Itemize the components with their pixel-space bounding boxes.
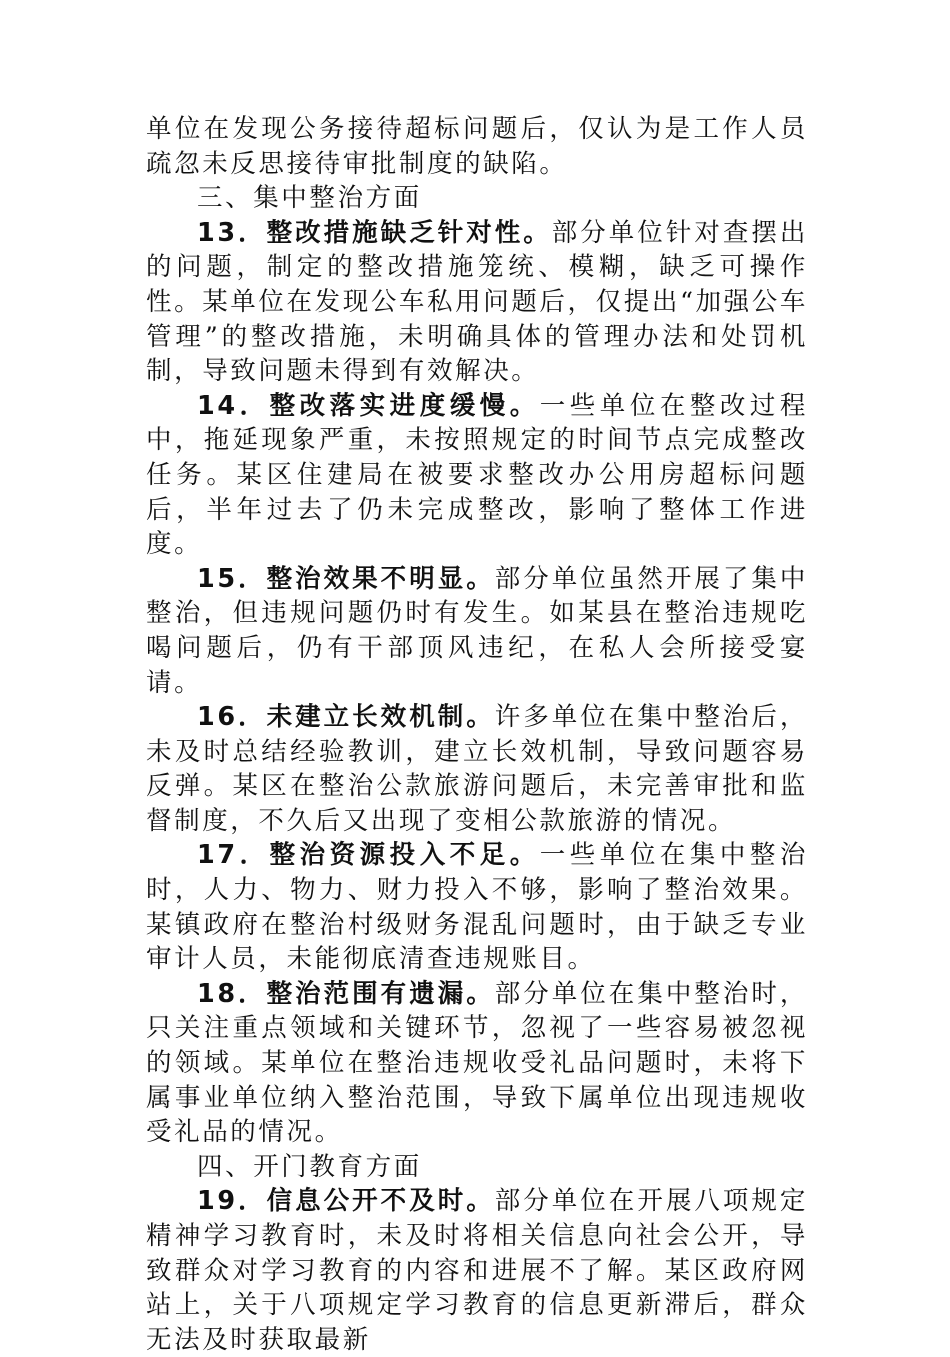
item-14-title: 14．整改落实进度缓慢。 <box>197 390 540 421</box>
item-13 <box>146 216 808 389</box>
item-19-title: 19．信息公开不及时。 <box>197 1186 495 1217</box>
item-14 <box>146 389 808 562</box>
section-heading-4: 四、开门教育方面 <box>197 1151 422 1182</box>
item-13-title: 13．整改措施缺乏针对性。 <box>197 217 552 248</box>
document-page <box>146 112 808 1357</box>
item-13-body: 部分单位针对查摆出的问题，制定的整改措施笼统、模糊，缺乏可操作性。某单位在发现公车私用问题后，仅提出“加强公车管理”的整改措施，未明确具体的管理办法和处罚机制，导致问题未得到有效解决。 <box>146 217 808 387</box>
item-19-body: 部分单位在开展八项规定精神学习教育时，未及时将相关信息向社会公开，导致群众对学习教育的内容和进展不了解。某区政府网站上，关于八项规定学习教育的信息更新滞后，群众无法及时获取最新 <box>146 1186 808 1355</box>
item-15-body: 部分单位虽然开展了集中整治，但违规问题仍时有发生。如某县在整治违规吃喝问题后，仍有干部顶风违纪，在私人会所接受宴请。 <box>146 563 808 698</box>
item-14-body: 一些单位在整改过程中，拖延现象严重，未按照规定的时间节点完成整改任务。某区住建局在被要求整改办公用房超标问题后，半年过去了仍未完成整改，影响了整体工作进度。 <box>146 390 808 560</box>
item-17-body: 一些单位在集中整治时，人力、物力、财力投入不够，影响了整治效果。某镇政府在整治村级财务混乱问题时，由于缺乏专业审计人员，未能彻底清查违规账目。 <box>146 840 808 975</box>
item-16 <box>146 700 808 838</box>
item-16-title: 16．未建立长效机制。 <box>197 702 495 733</box>
item-19 <box>146 1184 808 1357</box>
item-18 <box>146 977 808 1150</box>
item-18-body: 部分单位在集中整治时，只关注重点领域和关键环节，忽视了一些容易被忽视的领域。某单位在整治违规收受礼品问题时，未将下属事业单位纳入整治范围，导致下属单位出现违规收受礼品的情况。 <box>146 978 808 1148</box>
item-15-title: 15．整治效果不明显。 <box>197 563 495 594</box>
item-18-title: 18．整治范围有遗漏。 <box>197 978 495 1009</box>
item-17-title: 17．整治资源投入不足。 <box>197 840 540 871</box>
item-17 <box>146 838 808 976</box>
item-16-body: 许多单位在集中整治后，未及时总结经验教训，建立长效机制，导致问题容易反弹。某区在整治公款旅游问题后，未完善审批和监督制度，不久后又出现了变相公款旅游的情况。 <box>146 702 808 836</box>
continuation-paragraph: 单位在发现公务接待超标问题后，仅认为是工作人员疏忽未反思接待审批制度的缺陷。 <box>146 114 808 179</box>
item-15 <box>146 562 808 700</box>
section-heading-3: 三、集中整治方面 <box>197 183 422 214</box>
